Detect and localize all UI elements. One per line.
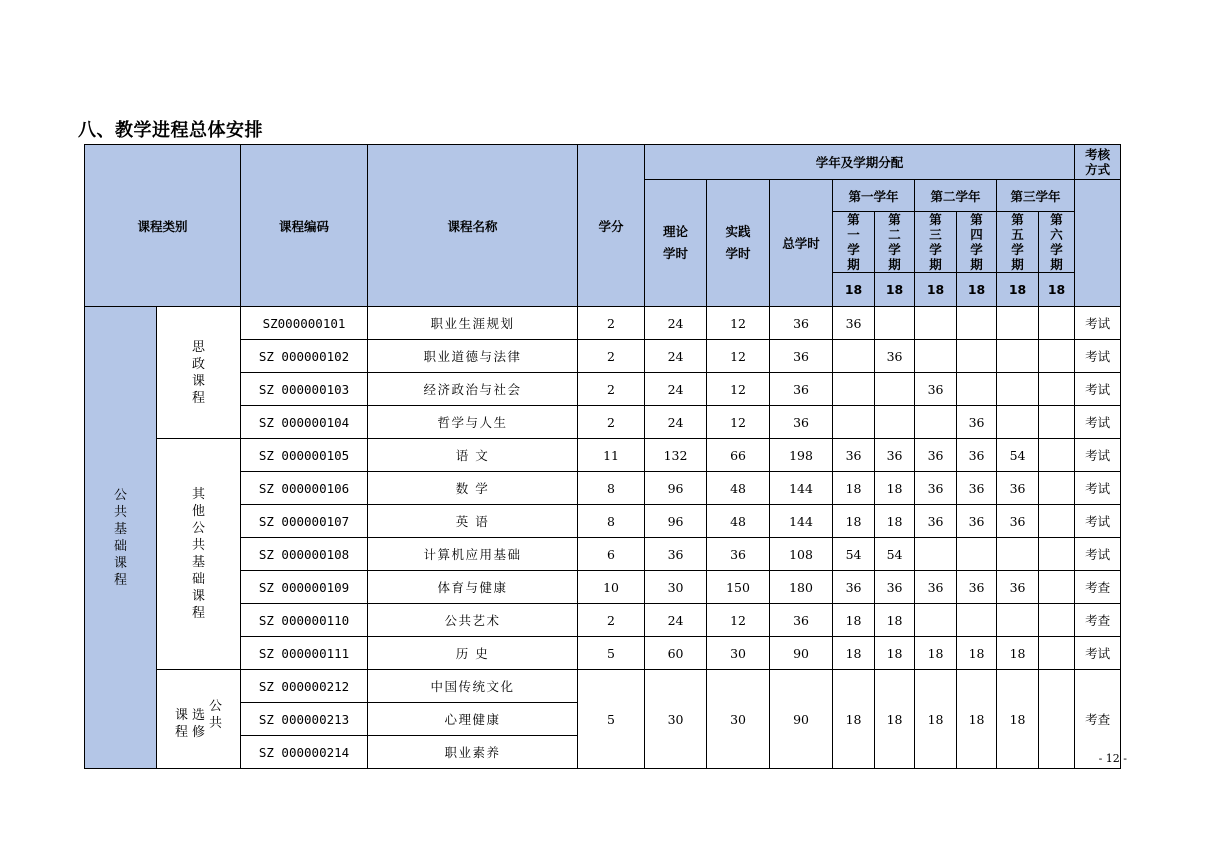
semester-hours bbox=[1039, 307, 1075, 340]
category-elective-part-3: 课 程 bbox=[174, 707, 188, 740]
course-code: SZ000000101 bbox=[241, 307, 368, 340]
header-assessment-blank bbox=[1075, 180, 1121, 307]
header-weeks-6: 18 bbox=[1039, 273, 1075, 307]
header-sem1 bbox=[833, 212, 875, 273]
course-name: 职业生涯规划 bbox=[368, 307, 578, 340]
category-other-public-label: 其 他 公 共 基 础 课 程 bbox=[192, 487, 206, 621]
theory-hours: 24 bbox=[645, 307, 707, 340]
course-code: SZ 000000103 bbox=[241, 373, 368, 406]
assessment-method: 考试 bbox=[1075, 340, 1121, 373]
course-name: 心理健康 bbox=[368, 703, 578, 736]
theory-hours: 132 bbox=[645, 439, 707, 472]
semester-hours bbox=[1039, 604, 1075, 637]
course-credit: 6 bbox=[578, 538, 645, 571]
semester-hours: 54 bbox=[833, 538, 875, 571]
semester-hours: 36 bbox=[957, 439, 997, 472]
course-name: 哲学与人生 bbox=[368, 406, 578, 439]
table-row bbox=[85, 472, 1121, 505]
semester-hours bbox=[875, 307, 915, 340]
practice-hours: 36 bbox=[707, 538, 770, 571]
assessment-method: 考试 bbox=[1075, 406, 1121, 439]
header-year1: 第一学年 bbox=[833, 180, 915, 212]
semester-hours bbox=[957, 538, 997, 571]
total-hours: 144 bbox=[770, 505, 833, 538]
semester-hours: 54 bbox=[875, 538, 915, 571]
header-allocation: 学年及学期分配 bbox=[645, 145, 1075, 180]
semester-hours: 36 bbox=[997, 472, 1039, 505]
course-credit: 5 bbox=[578, 670, 645, 769]
total-hours: 36 bbox=[770, 406, 833, 439]
category-elective bbox=[157, 670, 241, 769]
table-row bbox=[85, 670, 1121, 703]
category-elective-part-1: 公 共 bbox=[209, 698, 223, 731]
header-sem2 bbox=[875, 212, 915, 273]
semester-hours: 18 bbox=[997, 637, 1039, 670]
table-row bbox=[85, 538, 1121, 571]
semester-hours bbox=[1039, 505, 1075, 538]
semester-hours bbox=[997, 406, 1039, 439]
semester-hours bbox=[1039, 472, 1075, 505]
semester-hours: 36 bbox=[875, 571, 915, 604]
course-name: 数 学 bbox=[368, 472, 578, 505]
theory-hours: 24 bbox=[645, 604, 707, 637]
semester-hours: 36 bbox=[957, 406, 997, 439]
header-sem4 bbox=[957, 212, 997, 273]
course-name: 英 语 bbox=[368, 505, 578, 538]
semester-hours: 18 bbox=[833, 637, 875, 670]
total-hours: 180 bbox=[770, 571, 833, 604]
table-row bbox=[85, 307, 1121, 340]
table-row bbox=[85, 439, 1121, 472]
course-credit: 10 bbox=[578, 571, 645, 604]
semester-hours bbox=[875, 373, 915, 406]
course-code: SZ 000000109 bbox=[241, 571, 368, 604]
semester-hours bbox=[997, 373, 1039, 406]
semester-hours bbox=[833, 406, 875, 439]
course-code: SZ 000000111 bbox=[241, 637, 368, 670]
semester-hours: 18 bbox=[833, 472, 875, 505]
semester-hours bbox=[1039, 340, 1075, 373]
semester-hours bbox=[1039, 538, 1075, 571]
course-name: 计算机应用基础 bbox=[368, 538, 578, 571]
table-row bbox=[85, 637, 1121, 670]
header-weeks-1: 18 bbox=[833, 273, 875, 307]
semester-hours: 18 bbox=[957, 670, 997, 769]
course-code: SZ 000000106 bbox=[241, 472, 368, 505]
table-row bbox=[85, 571, 1121, 604]
semester-hours: 36 bbox=[833, 439, 875, 472]
header-practice-label: 实践学时 bbox=[725, 224, 751, 261]
header-sem5-label: 第五学期 bbox=[1011, 212, 1024, 272]
category-ideology-label: 思 政 课 程 bbox=[192, 339, 206, 406]
category-main bbox=[85, 307, 157, 769]
course-code: SZ 000000214 bbox=[241, 736, 368, 769]
semester-hours: 36 bbox=[833, 307, 875, 340]
total-hours: 144 bbox=[770, 472, 833, 505]
semester-hours bbox=[1039, 571, 1075, 604]
assessment-method: 考试 bbox=[1075, 472, 1121, 505]
course-name: 历 史 bbox=[368, 637, 578, 670]
semester-hours: 54 bbox=[997, 439, 1039, 472]
total-hours: 90 bbox=[770, 637, 833, 670]
semester-hours bbox=[957, 373, 997, 406]
semester-hours: 18 bbox=[875, 604, 915, 637]
category-other-public bbox=[157, 439, 241, 670]
course-name: 体育与健康 bbox=[368, 571, 578, 604]
table-body bbox=[85, 307, 1121, 769]
semester-hours bbox=[915, 340, 957, 373]
course-name: 经济政治与社会 bbox=[368, 373, 578, 406]
semester-hours bbox=[997, 307, 1039, 340]
assessment-method: 考试 bbox=[1075, 307, 1121, 340]
semester-hours: 36 bbox=[997, 571, 1039, 604]
semester-hours bbox=[957, 340, 997, 373]
header-year2: 第二学年 bbox=[915, 180, 997, 212]
theory-hours: 24 bbox=[645, 373, 707, 406]
header-year3: 第三学年 bbox=[997, 180, 1075, 212]
total-hours: 198 bbox=[770, 439, 833, 472]
assessment-method: 考查 bbox=[1075, 604, 1121, 637]
teaching-schedule-table bbox=[84, 144, 1121, 769]
course-code: SZ 000000107 bbox=[241, 505, 368, 538]
header-weeks-3: 18 bbox=[915, 273, 957, 307]
course-code: SZ 000000104 bbox=[241, 406, 368, 439]
semester-hours bbox=[1039, 439, 1075, 472]
header-weeks-2: 18 bbox=[875, 273, 915, 307]
course-code: SZ 000000102 bbox=[241, 340, 368, 373]
semester-hours: 36 bbox=[875, 340, 915, 373]
semester-hours: 18 bbox=[875, 472, 915, 505]
semester-hours: 18 bbox=[957, 637, 997, 670]
header-weeks-4: 18 bbox=[957, 273, 997, 307]
semester-hours: 36 bbox=[915, 439, 957, 472]
total-hours: 36 bbox=[770, 604, 833, 637]
course-code: SZ 000000110 bbox=[241, 604, 368, 637]
header-theory bbox=[645, 180, 707, 307]
semester-hours bbox=[915, 406, 957, 439]
semester-hours: 36 bbox=[915, 373, 957, 406]
theory-hours: 30 bbox=[645, 670, 707, 769]
practice-hours: 12 bbox=[707, 340, 770, 373]
assessment-method: 考试 bbox=[1075, 505, 1121, 538]
semester-hours: 18 bbox=[997, 670, 1039, 769]
semester-hours bbox=[915, 604, 957, 637]
course-code: SZ 000000105 bbox=[241, 439, 368, 472]
assessment-method: 考试 bbox=[1075, 439, 1121, 472]
semester-hours bbox=[833, 373, 875, 406]
table-row bbox=[85, 406, 1121, 439]
total-hours: 108 bbox=[770, 538, 833, 571]
header-assessment-label: 考核方式 bbox=[1085, 147, 1111, 177]
category-elective-part-2: 选 修 bbox=[192, 707, 206, 740]
course-credit: 2 bbox=[578, 604, 645, 637]
semester-hours bbox=[997, 604, 1039, 637]
course-name: 公共艺术 bbox=[368, 604, 578, 637]
category-ideology bbox=[157, 307, 241, 439]
practice-hours: 48 bbox=[707, 505, 770, 538]
semester-hours bbox=[833, 340, 875, 373]
course-credit: 2 bbox=[578, 406, 645, 439]
semester-hours: 36 bbox=[997, 505, 1039, 538]
theory-hours: 24 bbox=[645, 406, 707, 439]
header-sem6 bbox=[1039, 212, 1075, 273]
header-sem3-label: 第三学期 bbox=[929, 212, 942, 272]
page-number: - 12 - bbox=[1098, 752, 1127, 765]
semester-hours bbox=[915, 307, 957, 340]
theory-hours: 96 bbox=[645, 472, 707, 505]
practice-hours: 12 bbox=[707, 307, 770, 340]
assessment-method: 考试 bbox=[1075, 373, 1121, 406]
total-hours: 36 bbox=[770, 340, 833, 373]
header-assessment bbox=[1075, 145, 1121, 180]
header-sem1-label: 第一学期 bbox=[847, 212, 860, 272]
semester-hours: 36 bbox=[957, 505, 997, 538]
header-weeks-5: 18 bbox=[997, 273, 1039, 307]
course-code: SZ 000000108 bbox=[241, 538, 368, 571]
course-name: 中国传统文化 bbox=[368, 670, 578, 703]
course-name: 职业道德与法律 bbox=[368, 340, 578, 373]
assessment-method: 考试 bbox=[1075, 538, 1121, 571]
header-code: 课程编码 bbox=[241, 145, 368, 307]
practice-hours: 150 bbox=[707, 571, 770, 604]
header-total: 总学时 bbox=[770, 180, 833, 307]
semester-hours: 36 bbox=[957, 472, 997, 505]
theory-hours: 24 bbox=[645, 340, 707, 373]
semester-hours: 18 bbox=[915, 637, 957, 670]
header-sem3 bbox=[915, 212, 957, 273]
course-credit: 2 bbox=[578, 373, 645, 406]
semester-hours bbox=[957, 307, 997, 340]
semester-hours bbox=[1039, 637, 1075, 670]
header-category: 课程类别 bbox=[85, 145, 241, 307]
practice-hours: 30 bbox=[707, 637, 770, 670]
course-name: 职业素养 bbox=[368, 736, 578, 769]
theory-hours: 36 bbox=[645, 538, 707, 571]
header-sem2-label: 第二学期 bbox=[888, 212, 901, 272]
table-row bbox=[85, 373, 1121, 406]
course-credit: 11 bbox=[578, 439, 645, 472]
practice-hours: 48 bbox=[707, 472, 770, 505]
semester-hours: 36 bbox=[957, 571, 997, 604]
course-credit: 8 bbox=[578, 472, 645, 505]
semester-hours: 18 bbox=[833, 505, 875, 538]
semester-hours bbox=[1039, 670, 1075, 769]
table-row bbox=[85, 604, 1121, 637]
theory-hours: 30 bbox=[645, 571, 707, 604]
theory-hours: 60 bbox=[645, 637, 707, 670]
header-sem4-label: 第四学期 bbox=[970, 212, 983, 272]
assessment-method: 考查 bbox=[1075, 571, 1121, 604]
semester-hours bbox=[997, 340, 1039, 373]
semester-hours bbox=[875, 406, 915, 439]
table-row bbox=[85, 505, 1121, 538]
semester-hours: 18 bbox=[833, 670, 875, 769]
practice-hours: 12 bbox=[707, 406, 770, 439]
course-code: SZ 000000212 bbox=[241, 670, 368, 703]
practice-hours: 12 bbox=[707, 373, 770, 406]
header-credit: 学分 bbox=[578, 145, 645, 307]
assessment-method: 考查 bbox=[1075, 670, 1121, 769]
semester-hours bbox=[957, 604, 997, 637]
semester-hours: 36 bbox=[833, 571, 875, 604]
category-elective-label bbox=[175, 698, 222, 741]
semester-hours: 18 bbox=[833, 604, 875, 637]
header-sem5 bbox=[997, 212, 1039, 273]
total-hours: 36 bbox=[770, 307, 833, 340]
table-row bbox=[85, 340, 1121, 373]
total-hours: 36 bbox=[770, 373, 833, 406]
semester-hours bbox=[1039, 406, 1075, 439]
course-credit: 2 bbox=[578, 340, 645, 373]
semester-hours: 18 bbox=[875, 670, 915, 769]
semester-hours: 36 bbox=[915, 571, 957, 604]
semester-hours bbox=[997, 538, 1039, 571]
practice-hours: 66 bbox=[707, 439, 770, 472]
semester-hours: 18 bbox=[875, 637, 915, 670]
table-header bbox=[85, 145, 1121, 307]
theory-hours: 96 bbox=[645, 505, 707, 538]
assessment-method: 考试 bbox=[1075, 637, 1121, 670]
practice-hours: 12 bbox=[707, 604, 770, 637]
course-credit: 8 bbox=[578, 505, 645, 538]
course-name: 语 文 bbox=[368, 439, 578, 472]
course-credit: 2 bbox=[578, 307, 645, 340]
semester-hours: 18 bbox=[915, 670, 957, 769]
semester-hours bbox=[915, 538, 957, 571]
semester-hours: 36 bbox=[915, 505, 957, 538]
category-main-label: 公 共 基 础 课 程 bbox=[113, 487, 127, 588]
course-code: SZ 000000213 bbox=[241, 703, 368, 736]
header-sem6-label: 第六学期 bbox=[1050, 212, 1063, 272]
header-practice bbox=[707, 180, 770, 307]
semester-hours: 36 bbox=[875, 439, 915, 472]
course-credit: 5 bbox=[578, 637, 645, 670]
total-hours: 90 bbox=[770, 670, 833, 769]
header-name: 课程名称 bbox=[368, 145, 578, 307]
semester-hours: 18 bbox=[875, 505, 915, 538]
semester-hours: 36 bbox=[915, 472, 957, 505]
practice-hours: 30 bbox=[707, 670, 770, 769]
section-heading: 八、教学进程总体安排 bbox=[78, 120, 263, 141]
semester-hours bbox=[1039, 373, 1075, 406]
header-theory-label: 理论学时 bbox=[663, 224, 689, 261]
